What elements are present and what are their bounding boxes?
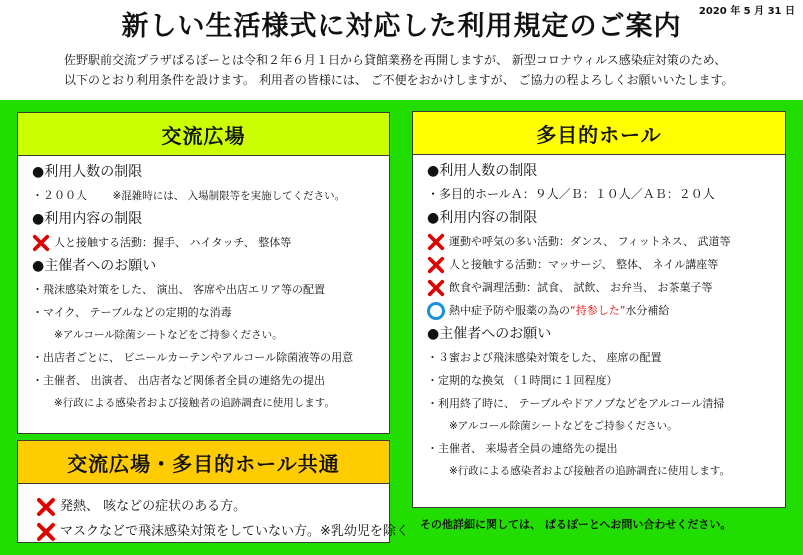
refusal-item [36,494,383,519]
allowed-text-pre: 熱中症予防や服薬の為の [449,304,570,317]
restriction-item [427,253,779,276]
cross-icon [36,522,56,542]
date-label: 2020 年 5 月 31 日 [698,6,795,17]
request-item: ・主催者、 出演者、 出店者など関係者全員の連絡先の提出 [32,374,325,387]
footer-contact: その他詳細に関しては、 ぱるぽーとへお問い合わせください。 [420,518,732,531]
section-capacity-heading: ●利用人数の制限 [32,164,143,180]
request-note: ※行政による感染者および接触者の追跡調査に使用します。 [449,465,730,477]
restriction-text: 飲食や調理活動：試食、 試飲、 お弁当、 お茶菓子等 [449,281,713,294]
allowed-text-emphasis: “持参した” [570,304,626,317]
capacity-line [32,184,383,207]
section-activity-heading: ●利用内容の制限 [32,211,143,227]
intro-line-1: 佐野駅前交流プラザぱるぽーとは令和２年６月１日から貸館業務を再開しますが、 新型コロナウィルス感染症対策のため、 [64,53,727,67]
hall-panel [412,111,786,508]
intro-text [64,50,784,90]
plaza-panel [17,112,390,434]
section-activity-heading: ●利用内容の制限 [427,210,538,226]
common-panel [17,440,409,543]
restriction-text: 人と接触する活動：握手、 ハイタッチ、 整体等 [54,236,292,249]
request-item: ・主催者、 来場者全員の連絡先の提出 [427,442,618,455]
intro-line-2: 以下のとおり利用条件を設けます。 利用者の皆様には、 ご不便をおかけしますが、 ご協力の程よろしくお願いいたします。 [64,73,734,87]
restriction-item [427,230,779,253]
page-title: 新しい生活様式に対応した利用規定のご案内 [121,11,682,42]
section-organizer-heading: ●主催者へのお願い [427,326,552,342]
request-item: ・マイク、 テーブルなどの定期的な消毒 [32,306,232,319]
refusal-text: マスクなどで飛沫感染対策をしていない方。※乳幼児を除く [60,524,409,539]
capacity-line: ・多目的ホールＡ：９人／Ｂ：１０人／ＡＢ：２０人 [427,187,715,201]
cross-icon [427,279,445,297]
restriction-text: 運動や呼気の多い活動：ダンス、 フィットネス、 武道等 [449,235,731,248]
section-capacity-heading: ●利用人数の制限 [427,163,538,179]
capacity-note: ※混雑時には、 入場制限等を実施してください。 [112,190,346,202]
cross-icon [36,497,56,517]
cross-icon [427,256,445,274]
request-note: ※アルコール除菌シートなどをご持参ください。 [449,420,678,432]
capacity-count: ・２００人 [32,189,87,202]
section-organizer-heading: ●主催者へのお願い [32,258,157,274]
request-item: ・出店者ごとに、 ビニールカーテンやアルコール除菌液等の用意 [32,351,354,364]
circle-icon [427,302,445,320]
restriction-item [427,276,779,299]
cross-icon [427,233,445,251]
plaza-panel-title: 交流広場 [18,113,389,156]
request-item: ・飛沫感染対策をした、 演出、 客席や出店エリア等の配置 [32,283,325,296]
request-note: ※アルコール除菌シートなどをご持参ください。 [54,329,283,341]
allowed-text-post: 水分補給 [625,304,670,317]
request-item: ・利用終了時に、 テーブルやドアノブなどをアルコール清掃 [427,397,725,410]
allowed-item [427,299,779,322]
cross-icon [32,234,50,252]
request-note: ※行政による感染者および接触者の追跡調査に使用します。 [54,397,335,409]
restriction-text: 人と接触する活動：マッサージ、 整体、 ネイル講座等 [449,258,719,271]
common-panel-title: 交流広場・多目的ホール共通 [18,441,389,484]
refusal-item [36,519,409,544]
hall-panel-title: 多目的ホール [413,112,785,155]
refusal-text: 発熱、 咳などの症状のある方。 [60,499,247,514]
request-item: ・定期的な換気 （１時間に１回程度） [427,374,618,387]
restriction-item [32,231,383,254]
request-item: ・３蜜および飛沫感染対策をした、 座席の配置 [427,351,662,364]
